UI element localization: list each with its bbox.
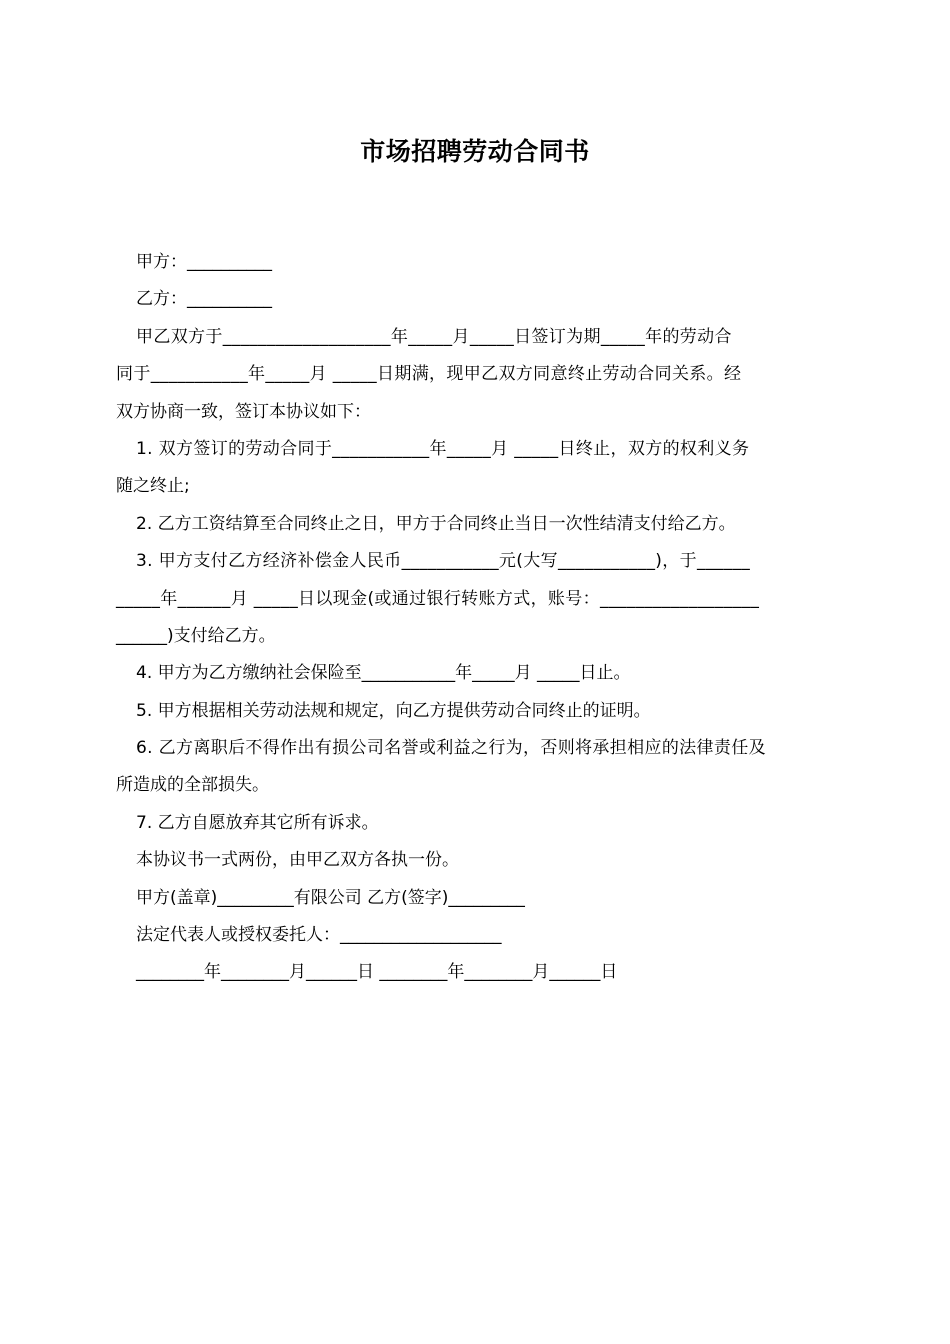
clause-6-line-2: 所造成的全部损失。 <box>116 775 269 796</box>
clause-6-line-1: 6. 乙方离职后不得作出有损公司名誉或利益之行为，否则将承担相应的法律责任及 <box>136 738 766 759</box>
clause-3-line-1: 3. 甲方支付乙方经济补偿金人民币___________元(大写___________)，于______ <box>136 551 751 572</box>
clause-3-line-2: _____年______月 _____日以现金(或通过银行转账方式，账号：__________________ <box>116 588 760 609</box>
clause-1-line-1: 1. 双方签订的劳动合同于___________年_____月 _____日终止，双方的权利义务 <box>136 438 750 459</box>
clause-3-line-3: ______)支付给乙方。 <box>116 625 276 646</box>
intro-paragraph-line-2: 同于___________年_____月 _____日期满，现甲乙双方同意终止劳动合同关系。经 <box>116 364 742 385</box>
copies-statement: 本协议书一式两份，由甲乙双方各执一份。 <box>136 850 459 871</box>
intro-paragraph-line-1: 甲乙双方于___________________年_____月_____日签订为期_____年的劳动合 <box>136 326 732 347</box>
clause-4: 4. 甲方为乙方缴纳社会保险至___________年_____月 _____日止。 <box>136 663 631 684</box>
party-a-line: 甲方：__________ <box>136 252 272 272</box>
clause-2: 2. 乙方工资结算至合同终止之日，甲方于合同终止当日一次性结清支付给乙方。 <box>136 513 736 534</box>
clause-5: 5. 甲方根据相关劳动法规和规定，向乙方提供劳动合同终止的证明。 <box>136 700 651 721</box>
representative-line: 法定代表人或授权委托人：___________________ <box>136 925 502 946</box>
clause-1-line-2: 随之终止; <box>116 476 190 497</box>
document-title: 市场招聘劳动合同书 <box>360 137 590 166</box>
party-b-line: 乙方：__________ <box>136 289 272 310</box>
signature-line: 甲方(盖章)_________有限公司 乙方(签字)_________ <box>136 887 525 908</box>
clause-7: 7. 乙方自愿放弃其它所有诉求。 <box>136 812 379 833</box>
date-line: ________年________月______日 ________年________月______日 <box>136 962 618 983</box>
intro-paragraph-line-3: 双方协商一致，签订本协议如下： <box>116 401 371 422</box>
document-body <box>116 244 836 992</box>
